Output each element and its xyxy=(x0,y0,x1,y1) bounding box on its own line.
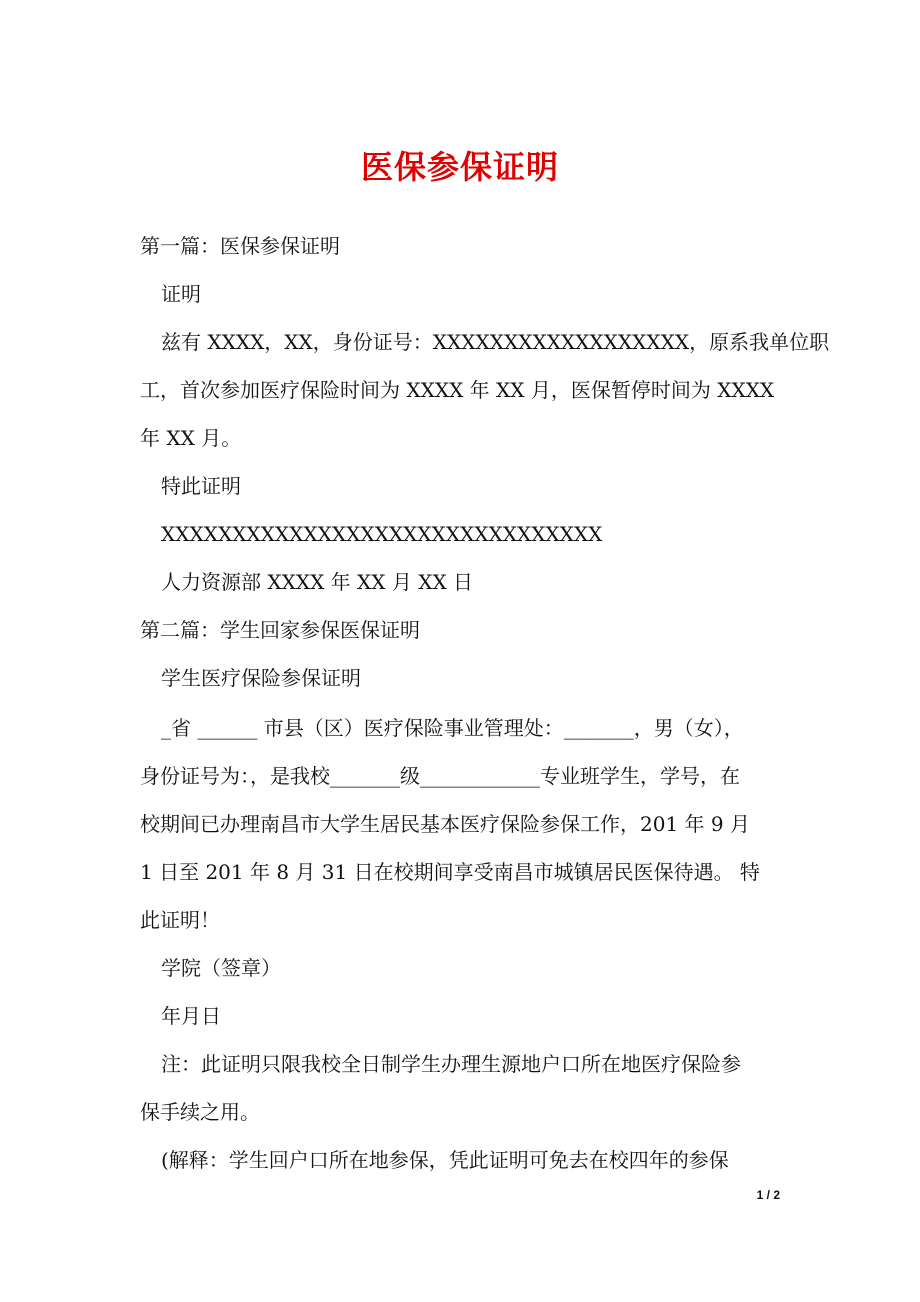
paragraph-line: 兹有 XXXX，XX，身份证号：XXXXXXXXXXXXXXXXXX，原系我单位职 xyxy=(161,330,830,354)
paragraph-line: 学生医疗保险参保证明 xyxy=(161,666,361,690)
paragraph-line: _省 ______ 市县（区）医疗保险事业管理处：_______，男（女）， xyxy=(161,716,744,740)
paragraph-line: 特此证明 xyxy=(161,474,241,498)
paragraph-line: 证明 xyxy=(161,282,201,306)
paragraph-line: 年 XX 月。 xyxy=(140,426,242,450)
paragraph-line: 学院（签章） xyxy=(161,956,281,980)
paragraph-line: 年月日 xyxy=(161,1004,221,1028)
paragraph-line: 注：此证明只限我校全日制学生办理生源地户口所在地医疗保险参 xyxy=(161,1052,741,1076)
paragraph-line: 校期间已办理南昌市大学生居民基本医疗保险参保工作，201 年 9 月 xyxy=(140,812,750,836)
paragraph-line: XXXXXXXXXXXXXXXXXXXXXXXXXXXXXXX xyxy=(161,522,603,546)
section-heading-2: 第二篇：学生回家参保医保证明 xyxy=(140,618,420,642)
document-title: 医保参保证明 xyxy=(360,148,559,186)
section-heading-1: 第一篇：医保参保证明 xyxy=(140,234,340,258)
paragraph-line: 保手续之用。 xyxy=(140,1100,260,1124)
paragraph-line: 1 日至 201 年 8 月 31 日在校期间享受南昌市城镇居民医保待遇。 特 xyxy=(140,860,760,884)
page-number: 1 / 2 xyxy=(756,1188,780,1202)
paragraph-line: 此证明！ xyxy=(140,908,220,932)
paragraph-line: 身份证号为：，是我校_______级____________专业班学生，学号，在 xyxy=(140,764,740,788)
paragraph-line: 人力资源部 XXXX 年 XX 月 XX 日 xyxy=(161,570,474,594)
paragraph-line: (解释：学生回户口所在地参保，凭此证明可免去在校四年的参保 xyxy=(161,1148,729,1172)
paragraph-line: 工，首次参加医疗保险时间为 XXXX 年 XX 月，医保暂停时间为 XXXX xyxy=(140,378,775,402)
